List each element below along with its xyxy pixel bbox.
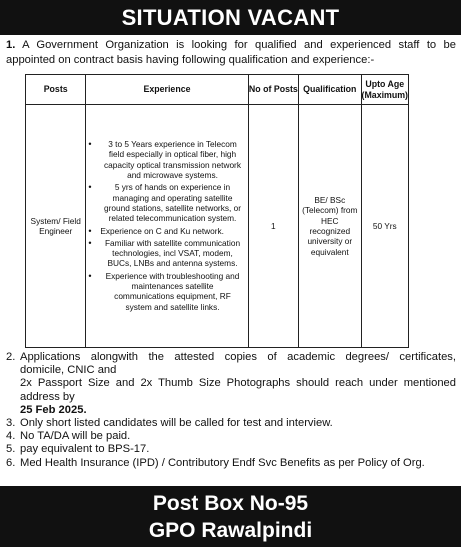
bullet-icon: • [88,225,92,236]
cell-post: System/ Field Engineer [26,105,86,348]
cell-experience [86,105,248,348]
bullet-icon: • [88,237,92,248]
header-age-line2: (Maximum) [361,89,408,100]
intro-number: 1. [6,39,16,51]
header-posts: Posts [26,75,86,105]
list-item [6,443,456,456]
item2-line4: address by [20,390,75,403]
deadline-date: 25 Feb 2025. [20,403,87,416]
gpo-city: GPO Rawalpindi [148,519,313,542]
cell-no-of-posts: 1 [248,105,298,348]
item2-line2: domicile, CNIC and [20,364,117,377]
cell-qualification: BE/ BSc (Telecom) from HEC recognized university or equivalent [299,105,361,348]
intro-text: A Government Organization is looking for qualified and experienced staff to be appointed on contract basis having following qualification and experience:- [6,39,456,66]
post-box: Post Box No-95 [152,492,309,515]
header-experience: Experience [86,75,248,105]
item2-line3: 2x Passport Size and 2x Thumb Size Photographs should reach under mentioned [20,377,456,390]
item-number: 3. [6,417,16,430]
list-item [6,457,456,470]
item-text: pay equivalent to BPS-17. [20,443,150,456]
item-text: No TA/DA will be paid. [20,430,131,443]
item-number: 6. [6,456,16,469]
list-item [6,351,456,417]
instructions-list [6,351,456,470]
page-title: SITUATION VACANT [121,5,340,30]
header-age [361,75,408,105]
bullet-icon: • [88,182,92,193]
page-title-banner [0,0,461,35]
bullet-icon: • [88,139,92,150]
item-number: 5. [6,443,16,456]
experience-item: • Experience with troubleshooting and maintenances satellite communications equipment, RF system and satellite links. [88,270,240,312]
experience-item: • 3 to 5 Years experience in Telecom field especially in optical fiber, high capacity optical transmission network and microwave systems. [88,139,241,181]
intro-paragraph [6,38,456,67]
table-header-row [26,75,409,105]
item-text: Only short listed candidates will be called for test and interview. [20,417,333,430]
list-item [6,417,456,430]
experience-item: • Familiar with satellite communication technologies, incl VSAT, modem, BUCs, LNBs and antenna systems. [88,237,241,269]
experience-item: • Experience on C and Ku network. [88,225,224,236]
header-age-line1: Upto Age [365,79,405,89]
header-no-of-posts: No of Posts [248,75,298,105]
list-item [6,430,456,443]
item2-line1: Applications alongwith the attested copies of academic degrees/ certificates, [20,351,456,363]
item-number: 2. [6,351,16,363]
posts-table [25,74,409,348]
item-text: Med Health Insurance (IPD) / Contributory Endf Svc Benefits as per Policy of Org. [20,456,425,469]
item-number: 4. [6,430,16,443]
header-qualification: Qualification [299,75,361,105]
bullet-icon: • [88,270,92,281]
contact-address-banner [0,486,461,547]
table-row [26,105,409,348]
experience-item: • 5 yrs of hands on experience in managing and operating satellite ground stations, satellite networks, or related telecommunication system. [88,182,241,224]
cell-age: 50 Yrs [361,105,408,348]
experience-list [88,139,244,312]
